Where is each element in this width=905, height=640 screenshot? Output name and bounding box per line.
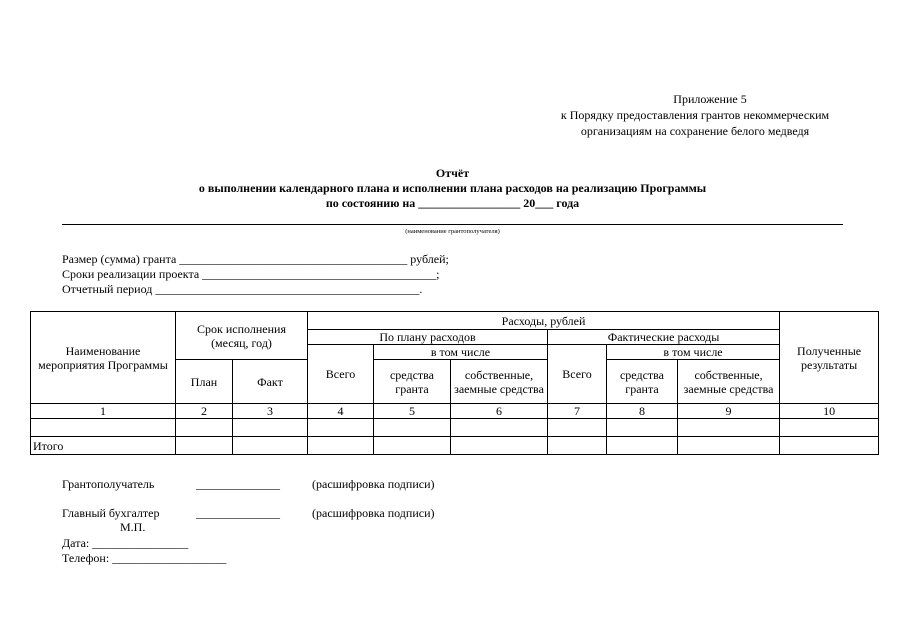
table-cell[interactable] (548, 437, 607, 455)
report-table (30, 311, 879, 455)
project-terms-field: Сроки реализации проекта _______________________________________; (62, 267, 440, 281)
table-cell[interactable] (374, 419, 451, 437)
column-number: 8 (607, 404, 678, 419)
column-number: 5 (374, 404, 451, 419)
header-term: Срок исполнения (месяц, год) (176, 312, 308, 360)
recipient-name-line (62, 224, 843, 225)
table-cell[interactable] (780, 437, 879, 455)
header-term-plan: План (176, 360, 233, 404)
header-plan-including: в том числе (374, 345, 548, 360)
grant-size-field: Размер (сумма) гранта ______________________________________ рублей; (62, 252, 449, 266)
header-actual-own-funds: собственные, заемные средства (678, 360, 780, 404)
header-actual-including: в том числе (607, 345, 780, 360)
report-date-line: по состоянию на _________________ 20___ года (325, 196, 580, 210)
total-row (31, 437, 879, 455)
annex-line-2: к Порядку предоставления грантов некоммерческим (560, 108, 830, 122)
table-cell[interactable] (176, 419, 233, 437)
table-cell[interactable] (308, 437, 374, 455)
table-cell[interactable] (451, 419, 548, 437)
header-plan-total: Всего (308, 345, 374, 404)
header-by-plan: По плану расходов (308, 330, 548, 345)
column-number: 1 (31, 404, 176, 419)
recipient-decoding: (расшифровка подписи) (312, 477, 435, 491)
table-cell[interactable] (678, 437, 780, 455)
table-cell[interactable] (233, 437, 308, 455)
recipient-label: Грантополучатель (62, 477, 155, 491)
recipient-signature-line: ______________ (196, 477, 280, 491)
table-cell[interactable] (780, 419, 879, 437)
column-number: 2 (176, 404, 233, 419)
table-cell[interactable] (607, 419, 678, 437)
column-number: 3 (233, 404, 308, 419)
header-plan-own-funds: собственные, заемные средства (451, 360, 548, 404)
table-cell[interactable] (678, 419, 780, 437)
date-field: Дата: ________________ (62, 536, 189, 550)
annex-line-1: Приложение 5 (673, 92, 747, 106)
column-number: 6 (451, 404, 548, 419)
table-cell[interactable] (233, 419, 308, 437)
reporting-period-field: Отчетный период ____________________________________________. (62, 282, 423, 296)
total-label: Итого (31, 437, 176, 455)
table-cell[interactable] (374, 437, 451, 455)
accountant-label: Главный бухгалтер (62, 506, 160, 520)
report-subtitle: о выполнении календарного плана и исполнении плана расходов на реализацию Программы (198, 181, 707, 195)
header-actual-grant-funds: средства гранта (607, 360, 678, 404)
table-cell[interactable] (607, 437, 678, 455)
header-actual-expenses: Фактические расходы (548, 330, 780, 345)
table-row (31, 419, 879, 437)
column-number: 4 (308, 404, 374, 419)
header-actual-total: Всего (548, 345, 607, 404)
stamp-place: М.П. (120, 520, 146, 534)
header-activity-name: Наименование мероприятия Программы (31, 312, 176, 404)
header-expenses: Расходы, рублей (308, 312, 780, 330)
table-cell[interactable] (451, 437, 548, 455)
header-term-fact: Факт (233, 360, 308, 404)
accountant-decoding: (расшифровка подписи) (312, 506, 435, 520)
accountant-signature-line: ______________ (196, 506, 280, 520)
report-title: Отчёт (435, 166, 470, 180)
column-number: 9 (678, 404, 780, 419)
column-number: 10 (780, 404, 879, 419)
table-cell[interactable] (308, 419, 374, 437)
recipient-caption: (наименование грантополучателя) (405, 228, 500, 235)
table-cell[interactable] (176, 437, 233, 455)
header-plan-grant-funds: средства гранта (374, 360, 451, 404)
column-number: 7 (548, 404, 607, 419)
phone-field: Телефон: ___________________ (62, 551, 227, 565)
column-numbers-row (31, 404, 879, 419)
annex-line-3: организациям на сохранение белого медведя (580, 124, 810, 138)
annex-block (520, 91, 870, 139)
header-results: Полученные результаты (780, 312, 879, 404)
table-cell[interactable] (31, 419, 176, 437)
table-cell[interactable] (548, 419, 607, 437)
